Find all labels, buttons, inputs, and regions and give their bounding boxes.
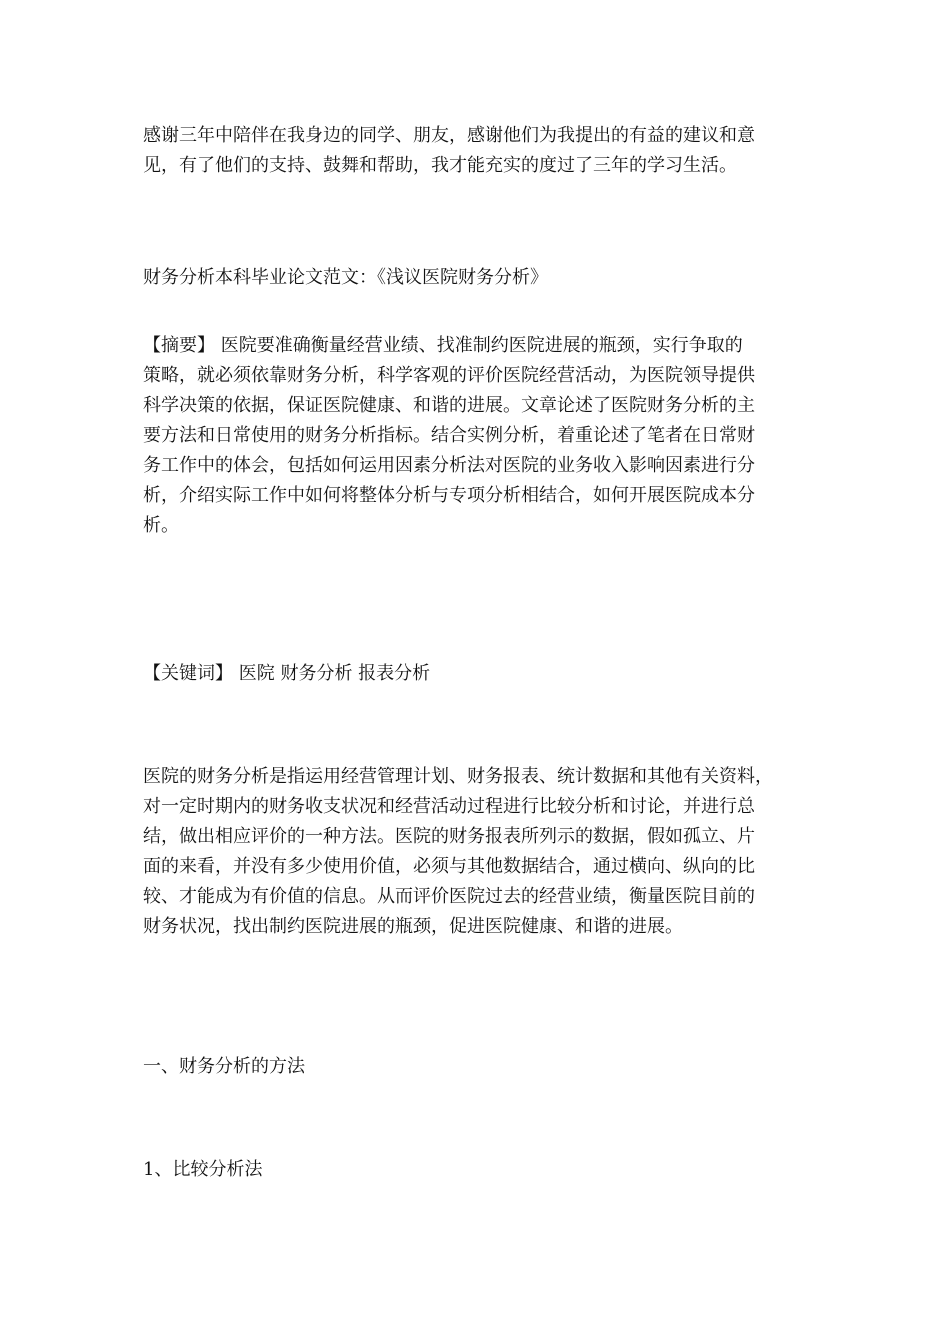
paragraph-line: 析，介绍实际工作中如何将整体分析与专项分析相结合，如何开展医院成本分 [143,485,755,506]
paragraph-line: 较、才能成为有价值的信息。从而评价医院过去的经营业绩，衡量医院目前的 [143,886,755,907]
paragraph-line: 策略，就必须依靠财务分析，科学客观的评价医院经营活动，为医院领导提供 [143,365,755,386]
paragraph-line: 对一定时期内的财务收支状况和经营活动过程进行比较分析和讨论，并进行总 [143,796,755,817]
subsection-heading [143,1155,813,1185]
paragraph-line: 医院的财务分析是指运用经营管理计划、财务报表、统计数据和其他有关资料， [143,766,773,787]
paragraph-line: 要方法和日常使用的财务分析指标。结合实例分析，着重论述了笔者在日常财 [143,425,755,446]
paragraph-line: 感谢三年中陪伴在我身边的同学、朋友，感谢他们为我提出的有益的建议和意 [143,125,755,146]
body-paragraph [143,762,813,942]
section-heading-text: 一、财务分析的方法 [143,1056,305,1077]
paragraph-line: 财务状况，找出制约医院进展的瓶颈，促进医院健康、和谐的进展。 [143,916,683,937]
paragraph-line: 见，有了他们的支持、鼓舞和帮助，我才能充实的度过了三年的学习生活。 [143,155,737,176]
paragraph-line: 结，做出相应评价的一种方法。医院的财务报表所列示的数据，假如孤立、片 [143,826,755,847]
paragraph-line: 面的来看，并没有多少使用价值，必须与其他数据结合，通过横向、纵向的比 [143,856,755,877]
section-heading [143,1052,813,1082]
subsection-heading-text: 1、比较分析法 [143,1159,263,1180]
keywords-text: 【关键词】 医院 财务分析 报表分析 [143,663,431,684]
paragraph-line: 科学决策的依据，保证医院健康、和谐的进展。文章论述了医院财务分析的主 [143,395,755,416]
keywords-line [143,659,813,689]
paragraph-line: 析。 [143,515,179,536]
paper-title [143,263,813,293]
paragraph-line: 【摘要】 医院要准确衡量经营业绩、找准制约医院进展的瓶颈，实行争取的 [143,335,743,356]
title-text: 财务分析本科毕业论文范文：《浅议医院财务分析》 [143,267,548,288]
paragraph-line: 务工作中的体会，包括如何运用因素分析法对医院的业务收入影响因素进行分 [143,455,755,476]
abstract-paragraph [143,331,813,541]
acknowledgement-paragraph [143,121,813,181]
